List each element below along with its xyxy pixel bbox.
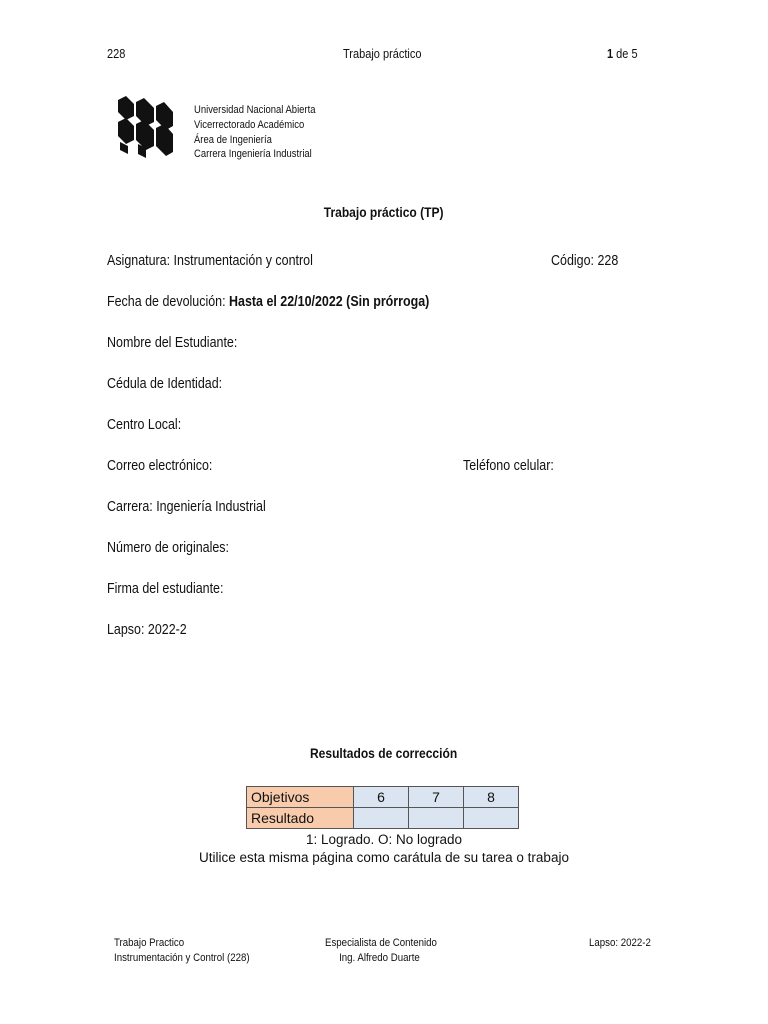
footer-left-line2: Instrumentación y Control (228) xyxy=(114,951,250,964)
page-current: 1 xyxy=(607,47,614,61)
result-label: Resultado xyxy=(247,808,354,829)
result-cell[interactable] xyxy=(464,808,519,829)
university-logo xyxy=(116,96,174,162)
field-cedula: Cédula de Identidad: xyxy=(107,376,223,392)
field-carrera: Carrera: Ingeniería Industrial xyxy=(107,499,266,515)
field-lapso: Lapso: 2022-2 xyxy=(107,622,187,638)
doc-title-text: Trabajo práctico (TP) xyxy=(324,204,444,220)
result-row xyxy=(247,808,519,829)
objectives-label: Objetivos xyxy=(247,787,354,808)
area: Área de Ingeniería xyxy=(194,133,272,146)
results-title-text: Resultados de corrección xyxy=(310,745,458,761)
field-asignatura: Asignatura: Instrumentación y control xyxy=(107,253,313,269)
university-info xyxy=(194,103,315,162)
footer-center-line1: Especialista de Contenido xyxy=(325,937,437,949)
footer-right: Lapso: 2022-2 xyxy=(589,937,651,949)
page-separator: de xyxy=(613,47,632,61)
objective-cell: 8 xyxy=(464,787,519,808)
result-cell[interactable] xyxy=(409,808,464,829)
field-originales: Número de originales: xyxy=(107,540,229,556)
header-title: Trabajo práctico xyxy=(343,47,422,61)
objectives-row xyxy=(247,787,519,808)
carrera-heading: Carrera Ingeniería Industrial xyxy=(194,148,312,161)
results-title xyxy=(0,745,768,761)
university-name: Universidad Nacional Abierta xyxy=(194,104,316,116)
footer-center-line2: Ing. Alfredo Duarte xyxy=(339,951,420,964)
result-cell[interactable] xyxy=(354,808,409,829)
footer-left xyxy=(114,936,250,965)
page-total: 5 xyxy=(631,47,638,61)
header-code: 228 xyxy=(107,47,126,61)
vicerrectorado: Vicerrectorado Académico xyxy=(194,118,305,131)
field-codigo: Código: 228 xyxy=(551,253,619,269)
footer-center xyxy=(325,936,437,965)
field-firma: Firma del estudiante: xyxy=(107,581,224,597)
fecha-label: Fecha de devolución: xyxy=(107,294,230,310)
field-fecha xyxy=(107,294,429,310)
objective-cell: 7 xyxy=(409,787,464,808)
results-legend: 1: Logrado. O: No logrado xyxy=(305,832,463,847)
page-indicator xyxy=(607,47,638,61)
objective-cell: 6 xyxy=(354,787,409,808)
field-correo: Correo electrónico: xyxy=(107,458,213,474)
footer-left-line1: Trabajo Practico xyxy=(114,937,185,949)
fecha-value: Hasta el 22/10/2022 (Sin prórroga) xyxy=(229,294,430,310)
results-instruction: Utilice esta misma página como carátula de su tarea o trabajo xyxy=(199,850,569,865)
field-telefono: Teléfono celular: xyxy=(463,458,554,474)
field-nombre: Nombre del Estudiante: xyxy=(107,335,238,351)
results-table xyxy=(246,786,519,829)
field-centro: Centro Local: xyxy=(107,417,182,433)
doc-title xyxy=(0,204,768,220)
